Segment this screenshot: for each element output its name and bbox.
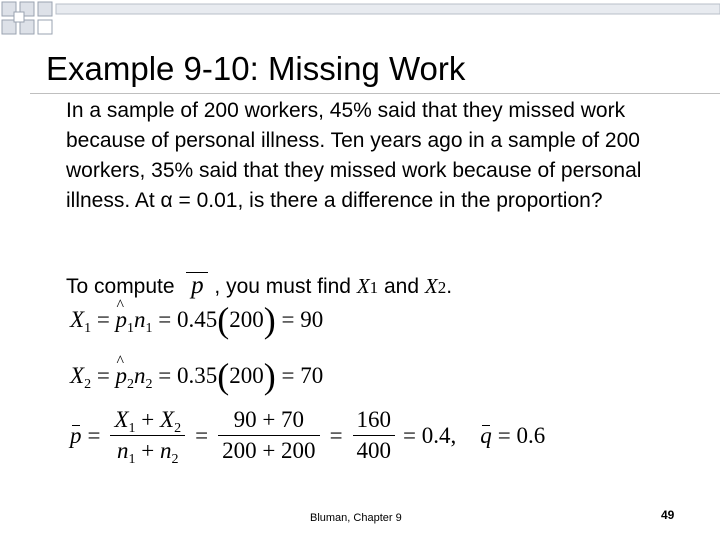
eq3-frac1-num-b: X [160, 407, 175, 432]
eq3-frac3-num: 160 [353, 407, 396, 436]
eq2-result: 70 [300, 363, 324, 388]
eq1-coefficient: 0.45 [177, 307, 218, 332]
equation-pooled-proportion: p = $\frac{X_1 + X_2}{n_1 + n_2}$ = $\frac{90 + 70}{200 + 200}$ = $\frac{160}{400}$ = 0.4, q = 0.6 [70, 407, 546, 467]
eq2-lhs-sub: 2 [84, 377, 92, 392]
title-divider [30, 93, 720, 94]
eq2-lhs: X [70, 363, 85, 388]
eq3-fraction-symbolic: $\frac{X_1 + X_2}{n_1 + n_2}$ [110, 407, 185, 464]
eq3-p-bar: p [70, 422, 82, 448]
eq3-frac3-den: 400 [356, 438, 392, 463]
eq3-frac1-den-a: n [117, 438, 129, 463]
eq3-q-result: = 0.6 [497, 422, 546, 448]
eq3-result: = 0.4, [403, 422, 457, 448]
footer-source: Bluman, Chapter 9 [310, 512, 402, 524]
eq3-fraction-simplified [353, 407, 396, 464]
compute-and: and [378, 275, 425, 298]
eq2-n: n [134, 363, 146, 388]
eq3-q-bar: q [480, 422, 492, 448]
eq3-frac1-den-b-sub: 2 [171, 452, 179, 467]
problem-statement: In a sample of 200 workers, 45% said that they missed work because of personal illness. Ten years ago in a sample of 200 workers, 35% said that they missed work because of personal illness. At α = 0.01, is there a difference in the proportion? [66, 99, 642, 212]
equation-x1: $X_1$ = ^ $p_1n_1 = 0.45(200) = 90$ [70, 306, 323, 334]
eq2-p-sub: 2 [127, 377, 135, 392]
eq2-p-hat: ^ p [116, 362, 128, 390]
compute-prefix: To compute [66, 275, 175, 298]
p-bar-symbol: p [180, 272, 214, 300]
eq3-frac2-num: 90 + 70 [218, 407, 319, 436]
eq1-p-sub: 1 [127, 321, 135, 336]
eq3-frac1-num-a: X [114, 407, 129, 432]
eq1-lhs-sub: 1 [84, 321, 92, 336]
eq2-value: 200 [229, 363, 264, 388]
eq1-value: 200 [229, 307, 264, 332]
eq3-frac1-num-a-sub: 1 [128, 421, 136, 436]
x1-subscript: 1 [369, 278, 379, 297]
equation-x2: $X_2$ = ^ $p_2n_2 = 0.35(200) = 70$ [70, 362, 323, 390]
eq3-frac1-den-a-sub: 1 [128, 452, 136, 467]
eq1-n-sub: 1 [145, 321, 153, 336]
compute-middle: , you must find [214, 275, 357, 298]
eq2-n-sub: 2 [145, 377, 153, 392]
x2-symbol: X [424, 274, 438, 298]
eq3-frac2-den: 200 + 200 [222, 438, 316, 463]
eq1-n: n [134, 307, 146, 332]
x2-subscript: 2 [437, 278, 447, 297]
eq1-lhs: X [70, 307, 85, 332]
page-number: 49 [661, 508, 675, 522]
eq2-coefficient: 0.35 [177, 363, 218, 388]
eq3-fraction-numeric [218, 407, 319, 464]
compute-end: . [446, 275, 453, 298]
eq3-frac1-num-b-sub: 2 [174, 421, 182, 436]
x1-symbol: X [356, 274, 370, 298]
eq1-result: 90 [300, 307, 324, 332]
eq1-p-hat: ^ p [116, 306, 128, 334]
eq3-frac1-den-b: n [160, 438, 172, 463]
slide-title: Example 9-10: Missing Work [46, 50, 466, 87]
decorative-squares [0, 0, 720, 40]
